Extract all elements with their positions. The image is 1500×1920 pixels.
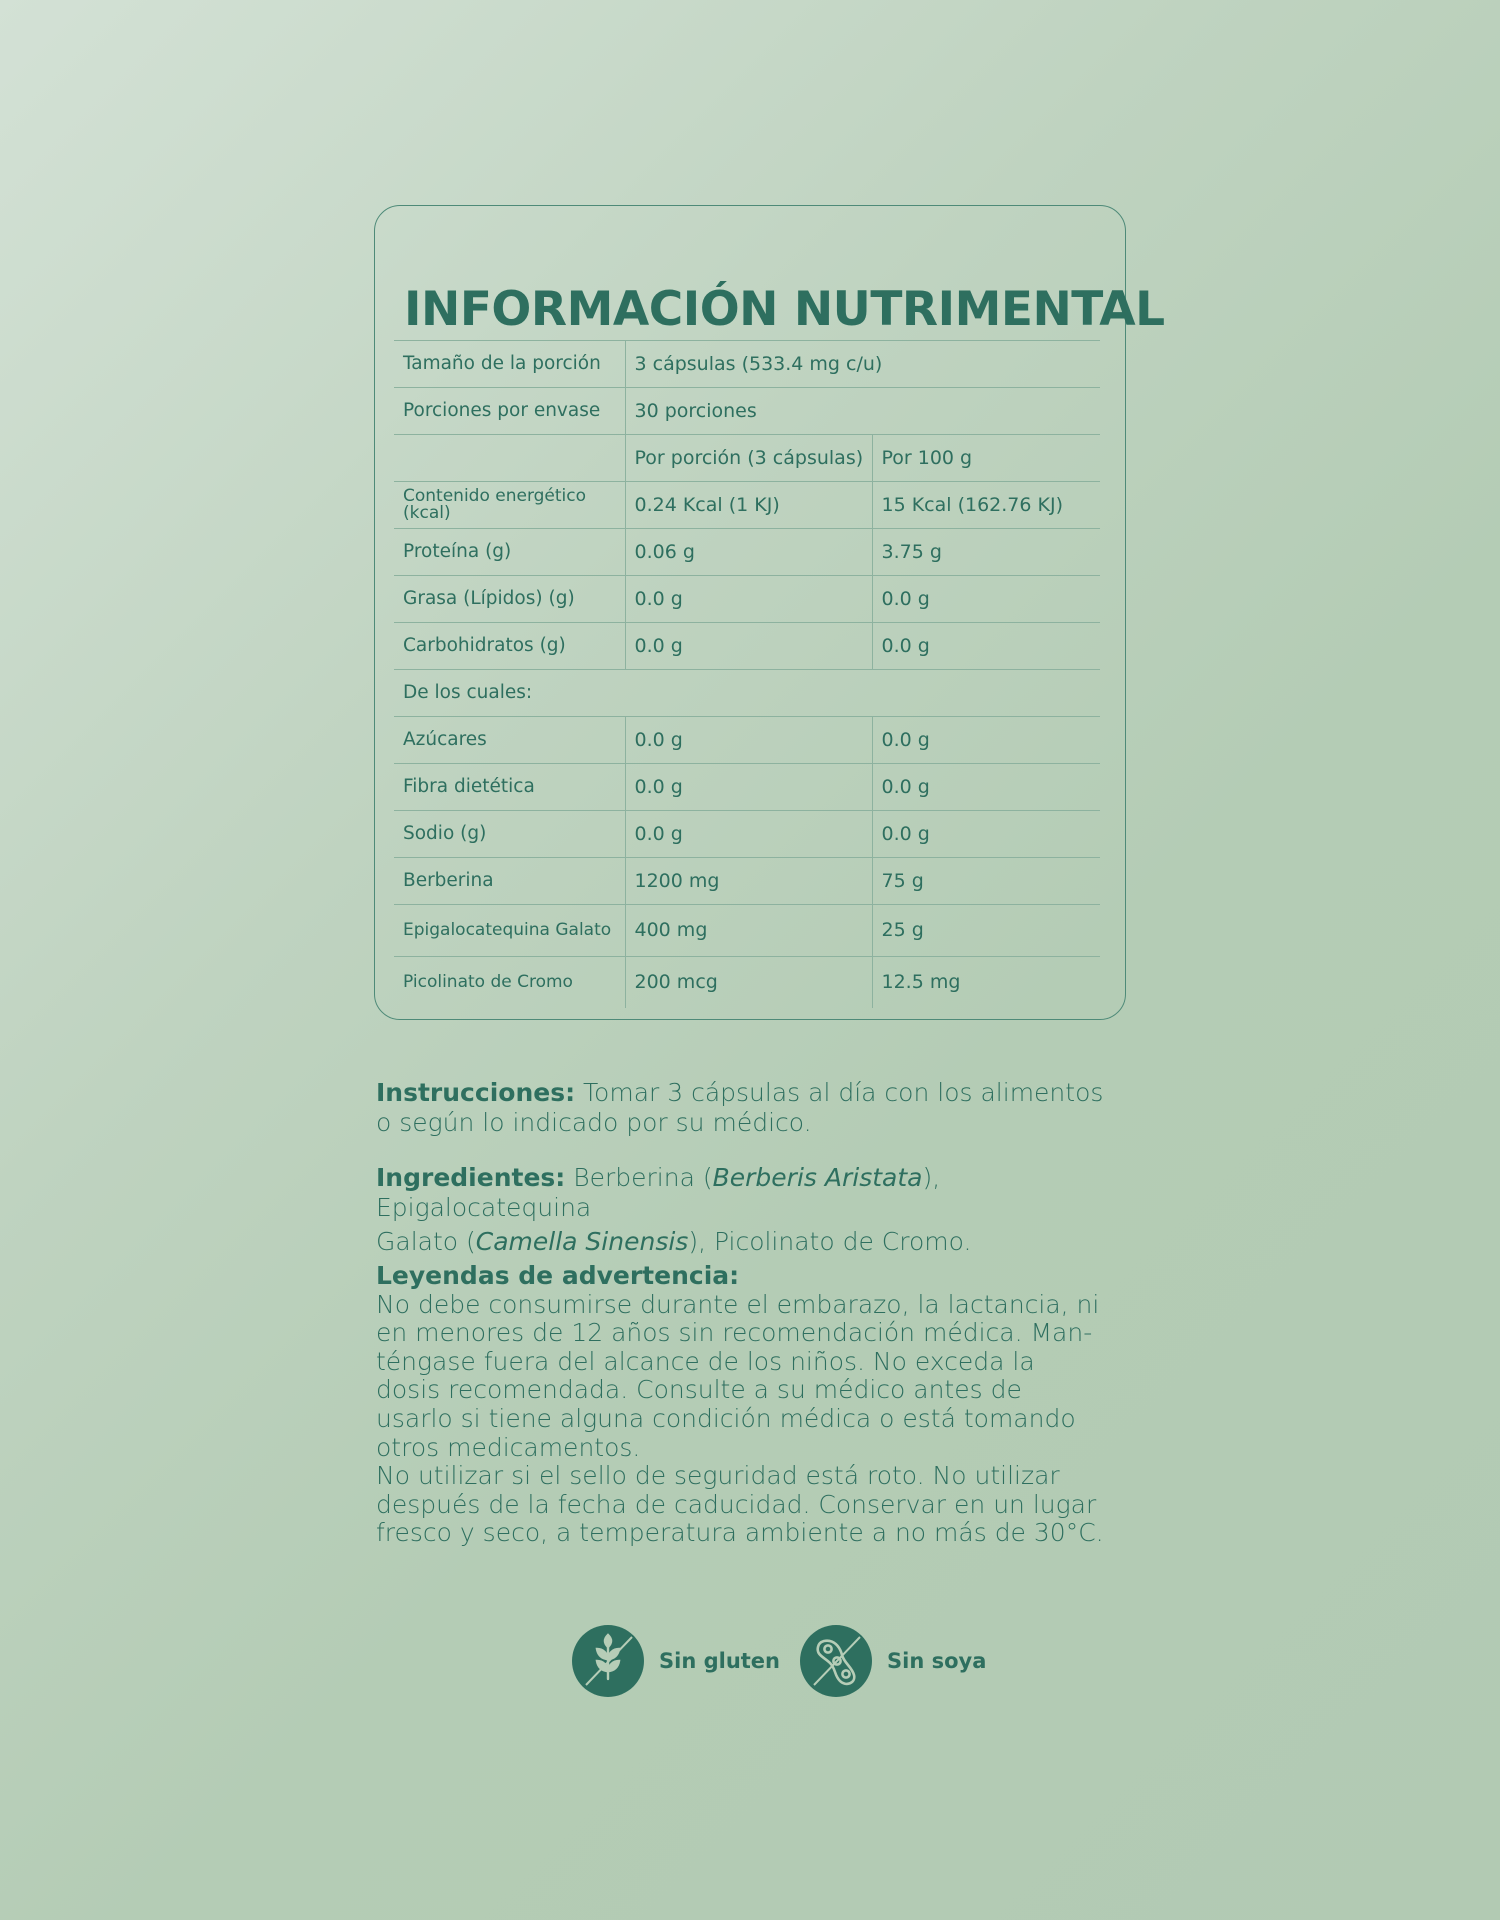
instructions-heading: Instrucciones: — [376, 1078, 576, 1107]
subheading-row — [394, 670, 1100, 717]
serving-size-label: Tamaño de la porción — [394, 341, 625, 388]
soy-free-badge — [800, 1625, 986, 1697]
table-row — [394, 811, 1100, 858]
nutrient-per-portion: 0.0 g — [625, 811, 872, 858]
instructions-text: Tomar 3 cápsulas al día con los alimentos — [583, 1078, 1104, 1107]
nutrient-per-portion: 0.0 g — [625, 764, 872, 811]
ingredients-heading: Ingredientes: — [376, 1163, 566, 1192]
nutrient-per-portion: 200 mcg — [625, 957, 872, 1009]
badge-label: Sin gluten — [659, 1649, 780, 1673]
ingredients-text: ), Picolinato de Cromo. — [688, 1227, 972, 1256]
instructions-section — [376, 1078, 1136, 1138]
ingredients-text: Galato ( — [376, 1227, 476, 1256]
subheading: De los cuales: — [394, 670, 1100, 717]
instructions-text-line2: o según lo indicado por su médico. — [376, 1108, 812, 1137]
nutrient-label: Berberina — [394, 858, 625, 905]
table-row — [394, 482, 1100, 529]
nutrient-label: Fibra dietética — [394, 764, 625, 811]
nutrient-per-100g: 15 Kcal (162.76 KJ) — [872, 482, 1100, 529]
nutrient-per-100g: 0.0 g — [872, 717, 1100, 764]
table-row — [394, 341, 1100, 388]
nutrient-per-portion: 0.0 g — [625, 717, 872, 764]
ingredients-latin-name: Berberis Aristata — [712, 1163, 923, 1192]
warnings-section — [376, 1262, 1136, 1548]
nutrition-table — [394, 340, 1100, 1008]
column-header-per-portion: Por porción (3 cápsulas) — [625, 435, 872, 482]
nutrient-per-100g: 3.75 g — [872, 529, 1100, 576]
table-row — [394, 576, 1100, 623]
warning-line: en menores de 12 años sin recomendación médica. Man- — [376, 1318, 1093, 1348]
panel-title: INFORMACIÓN NUTRIMENTAL — [404, 282, 1165, 337]
nutrient-per-100g: 0.0 g — [872, 623, 1100, 670]
empty-header-cell — [394, 435, 625, 482]
nutrient-per-100g: 25 g — [872, 905, 1100, 957]
badges — [572, 1625, 986, 1697]
ingredients-section — [376, 1163, 1136, 1257]
nutrient-per-portion: 0.0 g — [625, 623, 872, 670]
wheat-icon — [572, 1625, 644, 1697]
warnings-heading: Leyendas de advertencia: — [376, 1261, 740, 1290]
table-row — [394, 529, 1100, 576]
warning-line: después de la fecha de caducidad. Conservar en un lugar — [376, 1489, 1097, 1519]
nutrient-label: Sodio (g) — [394, 811, 625, 858]
warning-line: dosis recomendada. Consulte a su médico antes de — [376, 1375, 1022, 1405]
table-row — [394, 764, 1100, 811]
nutrient-label: Azúcares — [394, 717, 625, 764]
table-header-row — [394, 435, 1100, 482]
gluten-free-badge — [572, 1625, 780, 1697]
column-header-per-100g: Por 100 g — [872, 435, 1100, 482]
nutrient-per-portion: 0.24 Kcal (1 KJ) — [625, 482, 872, 529]
ingredients-text: ), Epigalocatequina — [376, 1163, 941, 1222]
table-row — [394, 388, 1100, 435]
servings-per-container-value: 30 porciones — [625, 388, 1100, 435]
nutrient-label: Epigalocatequina Galato — [394, 905, 625, 957]
nutrient-label: Picolinato de Cromo — [394, 957, 625, 1009]
nutrient-per-100g: 75 g — [872, 858, 1100, 905]
nutrient-label: Contenido energético (kcal) — [394, 482, 625, 529]
warning-line: fresco y seco, a temperatura ambiente a no más de 30°C. — [376, 1518, 1104, 1548]
table-row — [394, 717, 1100, 764]
soybean-icon — [800, 1625, 872, 1697]
nutrient-per-portion: 0.06 g — [625, 529, 872, 576]
warning-line: No utilizar si el sello de seguridad está roto. No utilizar — [376, 1461, 1060, 1491]
serving-size-value: 3 cápsulas (533.4 mg c/u) — [625, 341, 1100, 388]
nutrient-per-100g: 12.5 mg — [872, 957, 1100, 1009]
ingredients-latin-name: Camella Sinensis — [475, 1227, 689, 1256]
servings-per-container-label: Porciones por envase — [394, 388, 625, 435]
nutrient-label: Grasa (Lípidos) (g) — [394, 576, 625, 623]
warning-line: téngase fuera del alcance de los niños. No exceda la — [376, 1346, 1035, 1376]
nutrient-label: Proteína (g) — [394, 529, 625, 576]
warning-line: usarlo si tiene alguna condición médica o está tomando — [376, 1403, 1076, 1433]
nutrient-per-100g: 0.0 g — [872, 764, 1100, 811]
nutrient-per-portion: 0.0 g — [625, 576, 872, 623]
warning-line: otros medicamentos. — [376, 1432, 641, 1462]
nutrient-per-portion: 400 mg — [625, 905, 872, 957]
nutrient-per-portion: 1200 mg — [625, 858, 872, 905]
nutrient-per-100g: 0.0 g — [872, 576, 1100, 623]
nutrient-label: Carbohidratos (g) — [394, 623, 625, 670]
table-row — [394, 905, 1100, 957]
table-row — [394, 623, 1100, 670]
warning-line: No debe consumirse durante el embarazo, la lactancia, ni — [376, 1289, 1100, 1319]
table-row — [394, 957, 1100, 1009]
table-row — [394, 858, 1100, 905]
ingredients-text: Berberina ( — [573, 1163, 713, 1192]
badge-label: Sin soya — [887, 1649, 987, 1673]
nutrient-per-100g: 0.0 g — [872, 811, 1100, 858]
